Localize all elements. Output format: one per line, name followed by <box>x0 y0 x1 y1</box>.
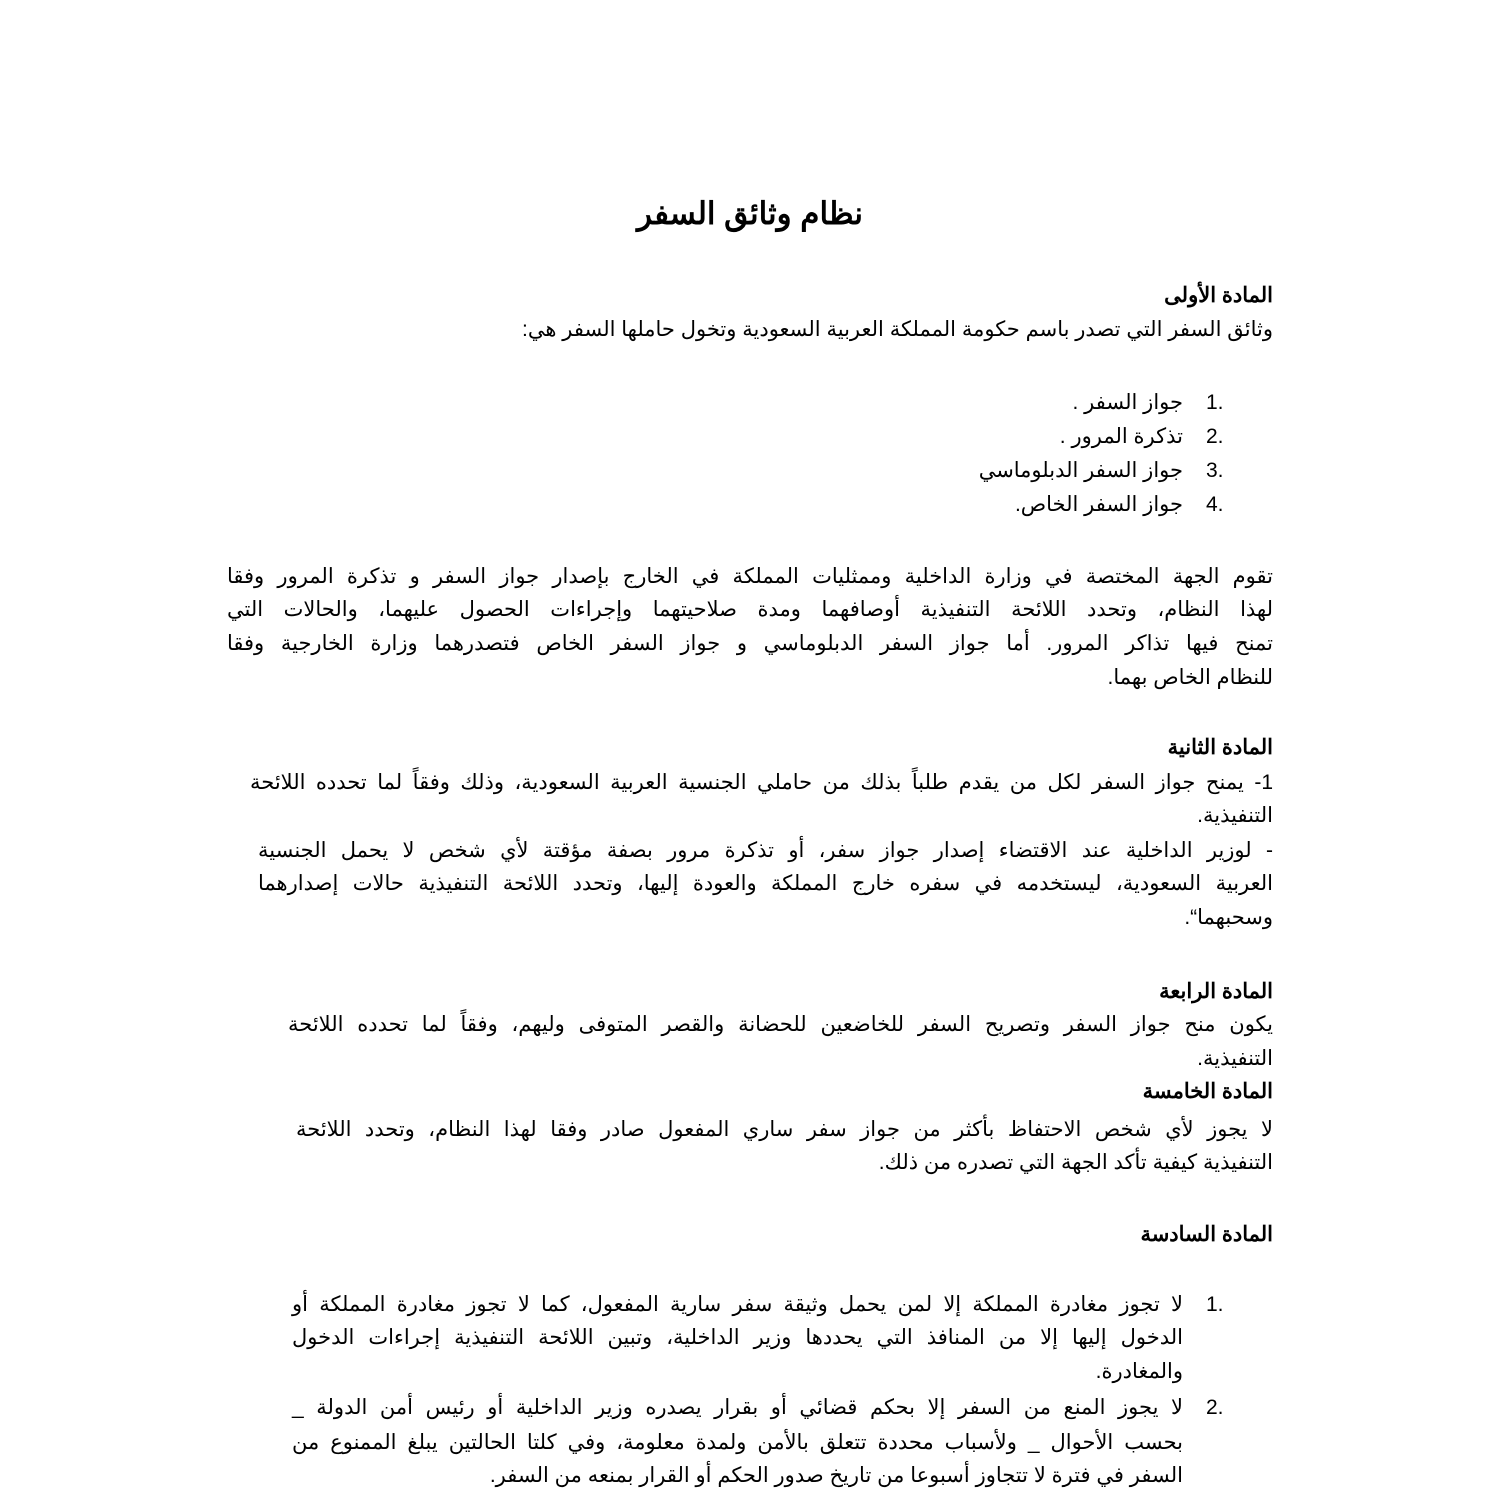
article-2-line: وسحبهما“. <box>1184 906 1273 929</box>
article-5-heading: المادة الخامسة <box>1142 1080 1273 1103</box>
list-item: تذكرة المرور . <box>1059 425 1183 448</box>
article-2-heading: المادة الثانية <box>1167 736 1273 759</box>
list-item-line: والمغادرة. <box>1095 1360 1183 1383</box>
article-1-heading: المادة الأولى <box>1164 284 1273 307</box>
article-2-line: 1- يمنح جواز السفر لكل من يقدم طلباً بذلك من حاملي الجنسية العربية السعودية، وذلك وفقاً لما تحدده اللائحة <box>250 771 1273 794</box>
article-1-intro: وثائق السفر التي تصدر باسم حكومة المملكة العربية السعودية وتخول حاملها السفر هي: <box>522 318 1273 341</box>
list-item-line: السفر في فترة لا تتجاوز أسبوعا من تاريخ صدور الحكم أو القرار بمنعه من السفر. <box>489 1464 1183 1487</box>
list-number: 3. <box>1206 459 1224 482</box>
list-item: جواز السفر الدبلوماسي <box>978 459 1183 482</box>
list-item-line: الدخول إليها إلا من المنافذ التي يحددها وزير الداخلية، وتبين اللائحة التنفيذية إجراءات الدخول <box>292 1326 1183 1349</box>
article-2-line: التنفيذية. <box>1197 804 1273 827</box>
article-4-line: التنفيذية. <box>1197 1047 1273 1070</box>
article-1-para-line: لهذا النظام، وتحدد اللائحة التنفيذية أوصافهما ومدة صلاحيتهما وإجراءات الحصول عليهما، والحالات التي <box>227 598 1273 621</box>
list-number: 2. <box>1206 1396 1224 1419</box>
list-item-line: لا تجوز مغادرة المملكة إلا لمن يحمل وثيقة سفر سارية المفعول، كما لا تجوز مغادرة المملكة أو <box>292 1293 1183 1316</box>
article-4-heading: المادة الرابعة <box>1159 980 1273 1003</box>
list-item-line: لا يجوز المنع من السفر إلا بحكم قضائي أو بقرار يصدره وزير الداخلية أو رئيس أمن الدولة _ <box>292 1396 1183 1419</box>
list-item-line: بحسب الأحوال _ ولأسباب محددة تتعلق بالأمن ولمدة معلومة، وفي كلتا الحالتين يبلغ الممنوع من <box>292 1431 1183 1454</box>
list-number: 1. <box>1206 1293 1224 1316</box>
article-4-line: يكون منح جواز السفر وتصريح السفر للخاضعين للحضانة والقصر المتوفى وليهم، وفقاً لما تحدده اللائحة <box>288 1013 1273 1036</box>
article-6-heading: المادة السادسة <box>1140 1223 1273 1246</box>
article-5-line: لا يجوز لأي شخص الاحتفاظ بأكثر من جواز سفر ساري المفعول صادر وفقا لهذا النظام، وتحدد اللائحة <box>296 1118 1273 1141</box>
list-item: جواز السفر الخاص. <box>1014 493 1183 516</box>
list-number: 2. <box>1206 425 1224 448</box>
article-2-line: العربية السعودية، ليستخدمه في سفره خارج المملكة والعودة إليها، وتحدد اللائحة التنفيذية حالات إصدارهما <box>258 872 1273 895</box>
list-number: 4. <box>1206 493 1224 516</box>
article-1-para-line: تمنح فيها تذاكر المرور. أما جواز السفر الدبلوماسي و جواز السفر الخاص فتصدرهما وزارة الخارجية وفقا <box>227 632 1273 655</box>
article-1-para-line: للنظام الخاص بهما. <box>1107 666 1273 689</box>
article-1-para-line: تقوم الجهة المختصة في وزارة الداخلية وممثليات المملكة في الخارج بإصدار جواز السفر و تذكرة المرور وفقا <box>227 565 1273 588</box>
article-2-line: - لوزير الداخلية عند الاقتضاء إصدار جواز سفر، أو تذكرة مرور بصفة مؤقتة لأي شخص لا يحمل الجنسية <box>258 839 1273 862</box>
article-5-line: التنفيذية كيفية تأكد الجهة التي تصدره من ذلك. <box>878 1151 1273 1174</box>
list-item: جواز السفر . <box>1072 391 1183 414</box>
list-number: 1. <box>1206 391 1224 414</box>
document-title: نظام وثائق السفر <box>637 196 863 231</box>
